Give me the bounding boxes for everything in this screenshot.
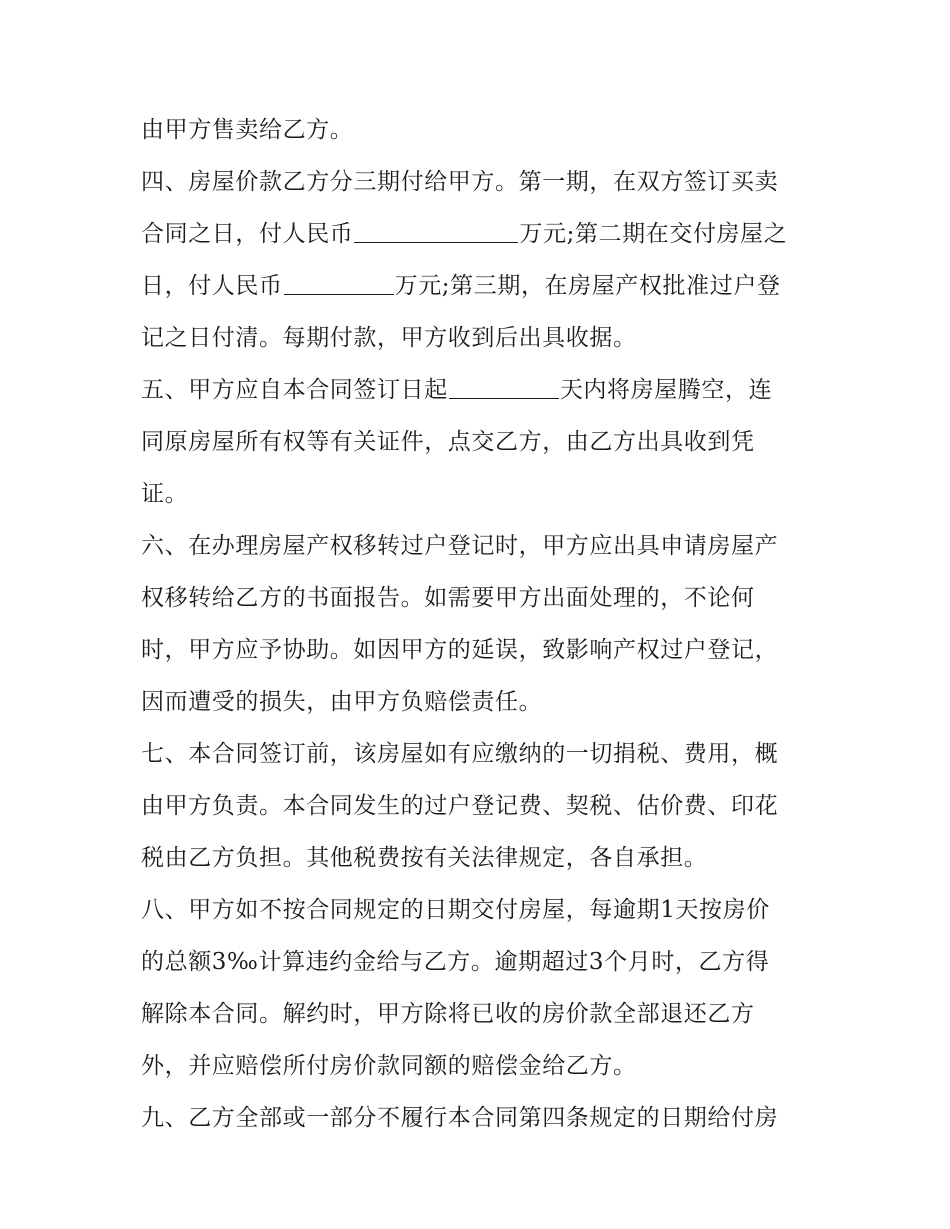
text-line-8 bbox=[141, 468, 821, 520]
text-segment: 四、房屋价款乙方分三期付给甲方。第一期，在双方签订买卖 bbox=[141, 169, 779, 195]
text-line-15 bbox=[141, 832, 821, 884]
text-line-10 bbox=[141, 572, 821, 624]
text-line-18 bbox=[141, 988, 821, 1040]
text-segment: 六、在办理房屋产权移转过户登记时，甲方应出具申请房屋产 bbox=[141, 533, 779, 559]
text-line-3 bbox=[141, 208, 821, 260]
text-line-12 bbox=[141, 676, 821, 728]
document-body bbox=[141, 104, 821, 1144]
text-line-11 bbox=[141, 624, 821, 676]
text-line-20 bbox=[141, 1092, 821, 1144]
text-segment: 证。 bbox=[141, 481, 189, 507]
text-segment: 万元;第三期，在房屋产权批准过户登 bbox=[394, 273, 781, 299]
text-line-7 bbox=[141, 416, 821, 468]
text-line-14 bbox=[141, 780, 821, 832]
text-segment: 由甲方售卖给乙方。 bbox=[141, 117, 354, 143]
text-segment: 日，付人民币 bbox=[141, 273, 283, 299]
text-line-19 bbox=[141, 1040, 821, 1092]
text-segment: 时，甲方应予协助。如因甲方的延误，致影响产权过户登记， bbox=[141, 637, 779, 663]
text-line-2 bbox=[141, 156, 821, 208]
text-segment: 由甲方负责。本合同发生的过户登记费、契税、估价费、印花 bbox=[141, 793, 779, 819]
text-segment: 八、甲方如不按合同规定的日期交付房屋，每逾期1天按房价 bbox=[141, 897, 770, 923]
text-line-17 bbox=[141, 936, 821, 988]
text-segment: 的总额3‰计算违约金给与乙方。逾期超过3个月时，乙方得 bbox=[141, 949, 770, 975]
text-segment: 同原房屋所有权等有关证件，点交乙方，由乙方出具收到凭 bbox=[141, 429, 755, 455]
text-segment: 合同之日，付人民币 bbox=[141, 221, 354, 247]
text-line-5 bbox=[141, 312, 821, 364]
text-segment: 万元;第二期在交付房屋之 bbox=[519, 221, 788, 247]
text-segment: 五、甲方应自本合同签订日起 bbox=[141, 377, 448, 403]
text-segment: 权移转给乙方的书面报告。如需要甲方出面处理的，不论何 bbox=[141, 585, 755, 611]
text-line-1 bbox=[141, 104, 821, 156]
text-line-6 bbox=[141, 364, 821, 416]
text-segment: 因而遭受的损失，由甲方负赔偿责任。 bbox=[141, 689, 543, 715]
fill-in-blank-days[interactable] bbox=[449, 364, 559, 399]
text-segment: 记之日付清。每期付款，甲方收到后出具收据。 bbox=[141, 325, 637, 351]
text-segment: 解除本合同。解约时，甲方除将已收的房价款全部退还乙方 bbox=[141, 1001, 755, 1027]
text-segment: 九、乙方全部或一部分不履行本合同第四条规定的日期给付房 bbox=[141, 1105, 779, 1131]
text-line-13 bbox=[141, 728, 821, 780]
text-line-16 bbox=[141, 884, 821, 936]
fill-in-blank-second-payment[interactable] bbox=[284, 260, 394, 295]
text-line-4 bbox=[141, 260, 821, 312]
text-segment: 天内将房屋腾空，连 bbox=[559, 377, 773, 403]
fill-in-blank-first-payment[interactable] bbox=[354, 208, 518, 243]
text-segment: 七、本合同签订前，该房屋如有应缴纳的一切捐税、费用，概 bbox=[141, 741, 779, 767]
text-segment: 外，并应赔偿所付房价款同额的赔偿金给乙方。 bbox=[141, 1053, 637, 1079]
text-line-9 bbox=[141, 520, 821, 572]
text-segment: 税由乙方负担。其他税费按有关法律规定，各自承担。 bbox=[141, 845, 708, 871]
